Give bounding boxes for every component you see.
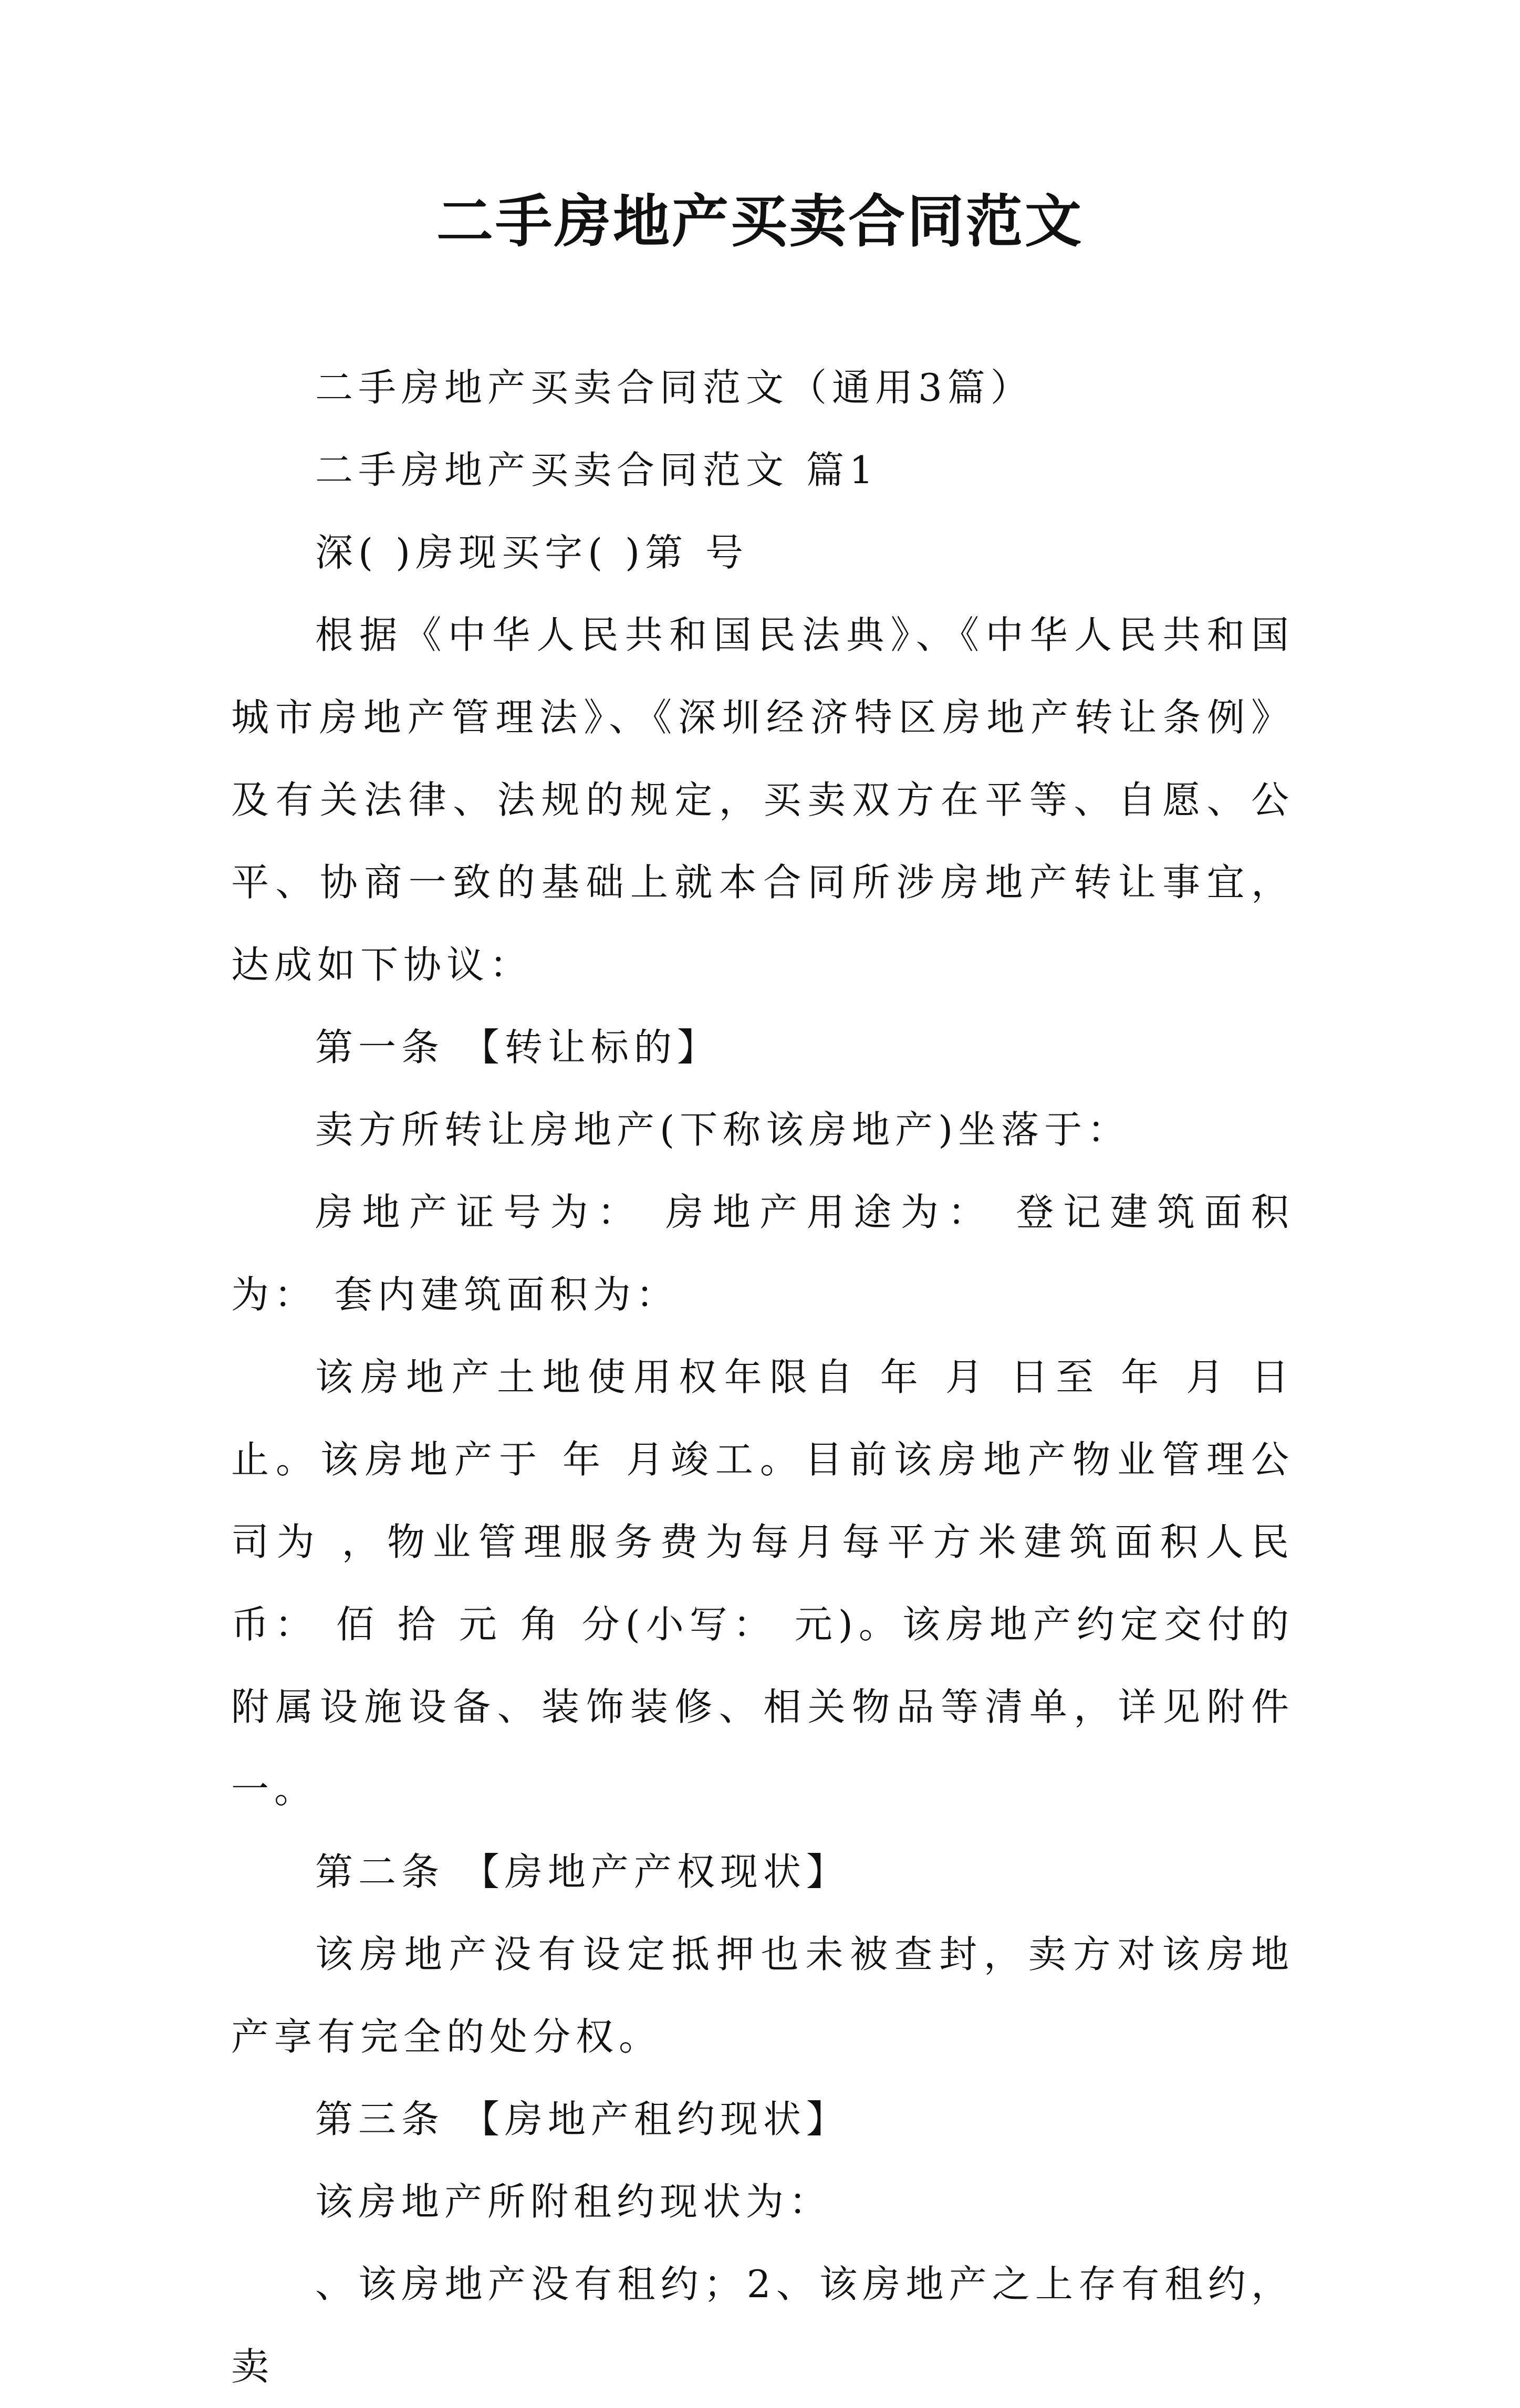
paragraph-article-1-location: 卖方所转让房地产(下称该房地产)坐落于：: [315, 1108, 1131, 1152]
paragraph-article-3-options: 、该房地产没有租约；2、该房地产之上存有租约，卖: [231, 2262, 1294, 2389]
paragraph-article-2-body: 该房地产没有设定抵押也未被查封，卖方对该房地产享有完全的处分权。: [231, 1932, 1294, 2059]
paragraph-article-2-heading: 第二条 【房地产产权现状】: [315, 1850, 849, 1894]
paragraph-subtitle: 二手房地产买卖合同范文（通用3篇）: [315, 366, 1034, 410]
paragraph-article-1-certificate: 房地产证号为： 房地产用途为： 登记建筑面积为： 套内建筑面积为：: [231, 1190, 1294, 1317]
paragraph-article-3-body: 该房地产所附租约现状为：: [315, 2180, 832, 2224]
paragraph-section-heading: 二手房地产买卖合同范文 篇1: [315, 448, 879, 492]
paragraph-article-1-land-use: 该房地产土地使用权年限自 年 月 日至 年 月 日止。该房地产于 年 月竣工。目前该房地产物业管理公司为 ，物业管理服务费为每月每平方米建筑面积人民币： 佰 拾 元 角 分(小写： 元)。该房地产约定交付的附属设施设备、装饰装修、相关物品等清单，详见附件一。: [231, 1355, 1294, 1811]
paragraph-article-1-heading: 第一条 【转让标的】: [315, 1025, 720, 1069]
paragraph-contract-number: 深( )房现买字( )第 号: [315, 530, 749, 575]
document-title: 二手房地产买卖合同范文: [436, 189, 1084, 255]
paragraph-preamble: 根据《中华人民共和国民法典》、《中华人民共和国城市房地产管理法》、《深圳经济特区房地产转让条例》及有关法律、法规的规定，买卖双方在平等、自愿、公平、协商一致的基础上就本合同所涉房地产转让事宜，达成如下协议：: [231, 613, 1294, 987]
document-body: [231, 347, 1294, 2408]
paragraph-article-3-heading: 第三条 【房地产租约现状】: [315, 2097, 849, 2141]
